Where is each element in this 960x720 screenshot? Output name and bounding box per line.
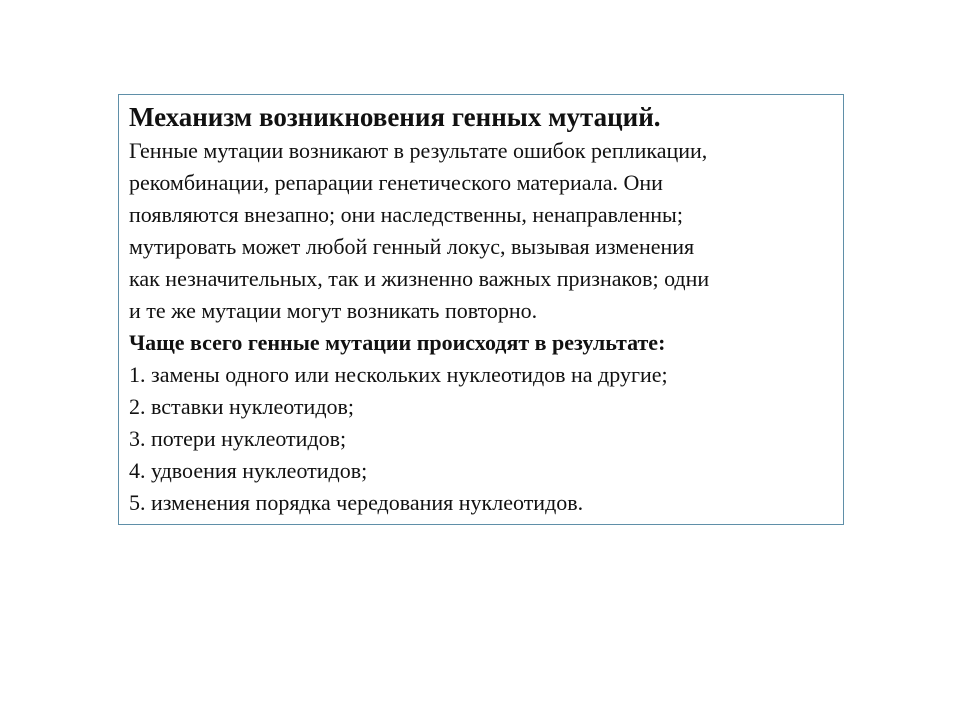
paragraph-line: и те же мутации могут возникать повторно. xyxy=(129,298,538,323)
list-item: 3. потери нуклеотидов; xyxy=(129,426,347,451)
slide-title: Механизм возникновения генных мутаций. xyxy=(129,102,661,132)
description-paragraph xyxy=(129,135,833,327)
list-item: 1. замены одного или нескольких нуклеотидов на другие; xyxy=(129,362,668,387)
paragraph-line: появляются внезапно; они наследственны, ненаправленны; xyxy=(129,202,683,227)
paragraph-line: рекомбинации, репарации генетического материала. Они xyxy=(129,170,663,195)
list-item: 4. удвоения нуклеотидов; xyxy=(129,458,368,483)
list-item: 5. изменения порядка чередования нуклеотидов. xyxy=(129,490,584,515)
paragraph-line: как незначительных, так и жизненно важных признаков; одни xyxy=(129,266,710,291)
paragraph-line: Генные мутации возникают в результате ошибок репликации, xyxy=(129,138,708,163)
list-heading: Чаще всего генные мутации происходят в результате: xyxy=(129,330,666,355)
mutation-causes-list xyxy=(129,359,833,519)
text-box xyxy=(118,94,844,525)
list-item: 2. вставки нуклеотидов; xyxy=(129,394,355,419)
paragraph-line: мутировать может любой генный локус, вызывая изменения xyxy=(129,234,695,259)
